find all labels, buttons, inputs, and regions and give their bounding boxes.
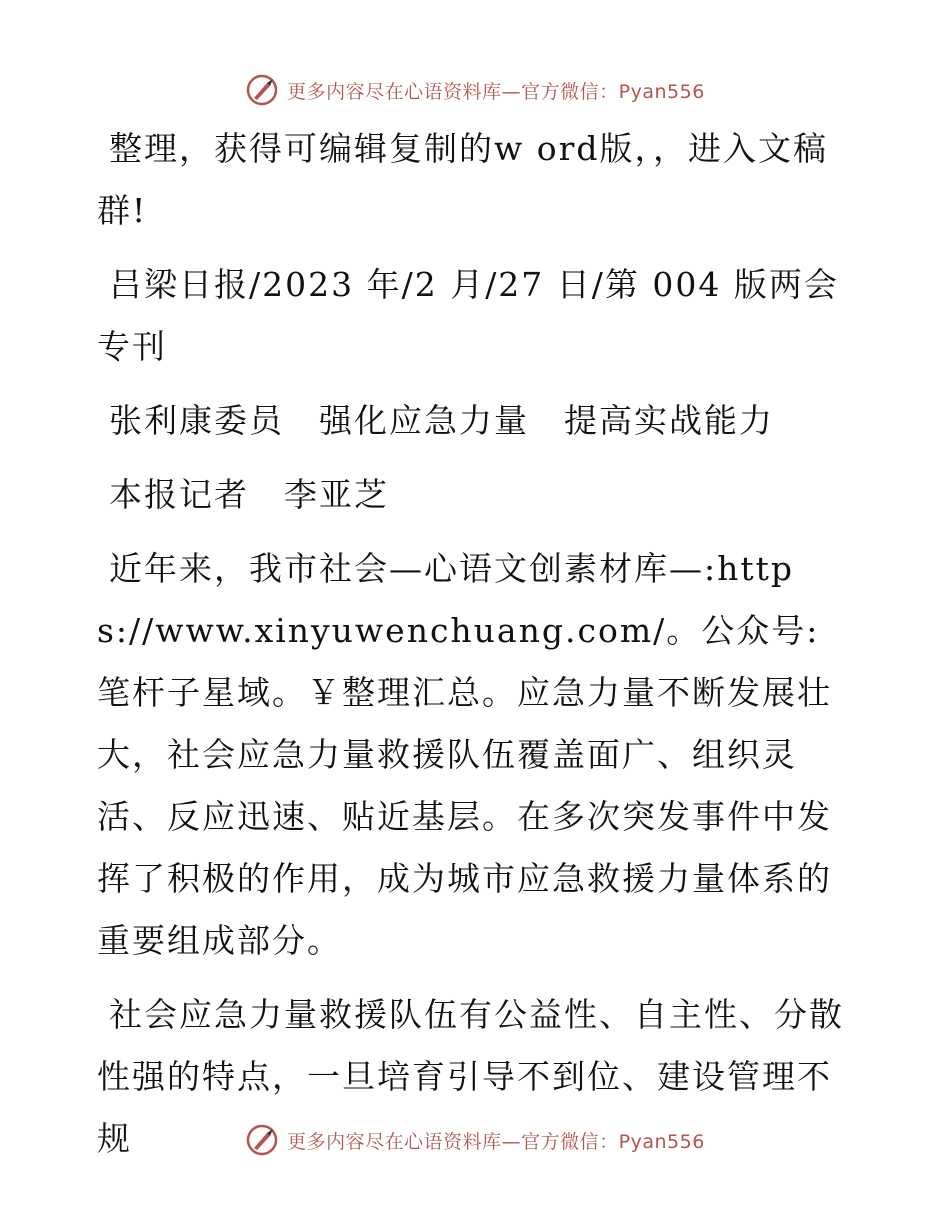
body-paragraph: 社会应急力量救援队伍有公益性、自主性、分散性强的特点，一旦培育引导不到位、建设管理不规 <box>97 995 844 1158</box>
intro-note: 整理，获得可编辑复制的w ord版，，进入文稿群! <box>97 129 829 230</box>
reporter-byline: 本报记者 李亚芝 <box>109 475 389 514</box>
quill-logo-icon <box>245 73 279 107</box>
header-banner <box>0 68 950 112</box>
header-banner-text: 更多内容尽在心语资料库—官方微信：Pyan556 <box>287 80 705 103</box>
source-line: 吕梁日报/2023 年/2 月/27 日/第 004 版两会专刊 <box>97 265 839 366</box>
footer-banner <box>0 1118 950 1162</box>
footer-banner-text: 更多内容尽在心语资料库—官方微信：Pyan556 <box>287 1130 705 1153</box>
quill-logo-icon <box>245 1123 279 1157</box>
document-body <box>97 118 852 1182</box>
article-title: 张利康委员 强化应急力量 提高实战能力 <box>109 401 774 440</box>
body-paragraph: 近年来，我市社会—心语文创素材库—:https://www.xinyuwenchuang.com/。公众号: 笔杆子星域。￥整理汇总。应急力量不断发展壮大，社会应急力量救援队伍覆盖面广、组织灵活、反应迅速、贴近基层。在多次突发事件中发挥了积极的作用，成为城市应急救援力量体系的重要组成部分。 <box>97 549 832 960</box>
